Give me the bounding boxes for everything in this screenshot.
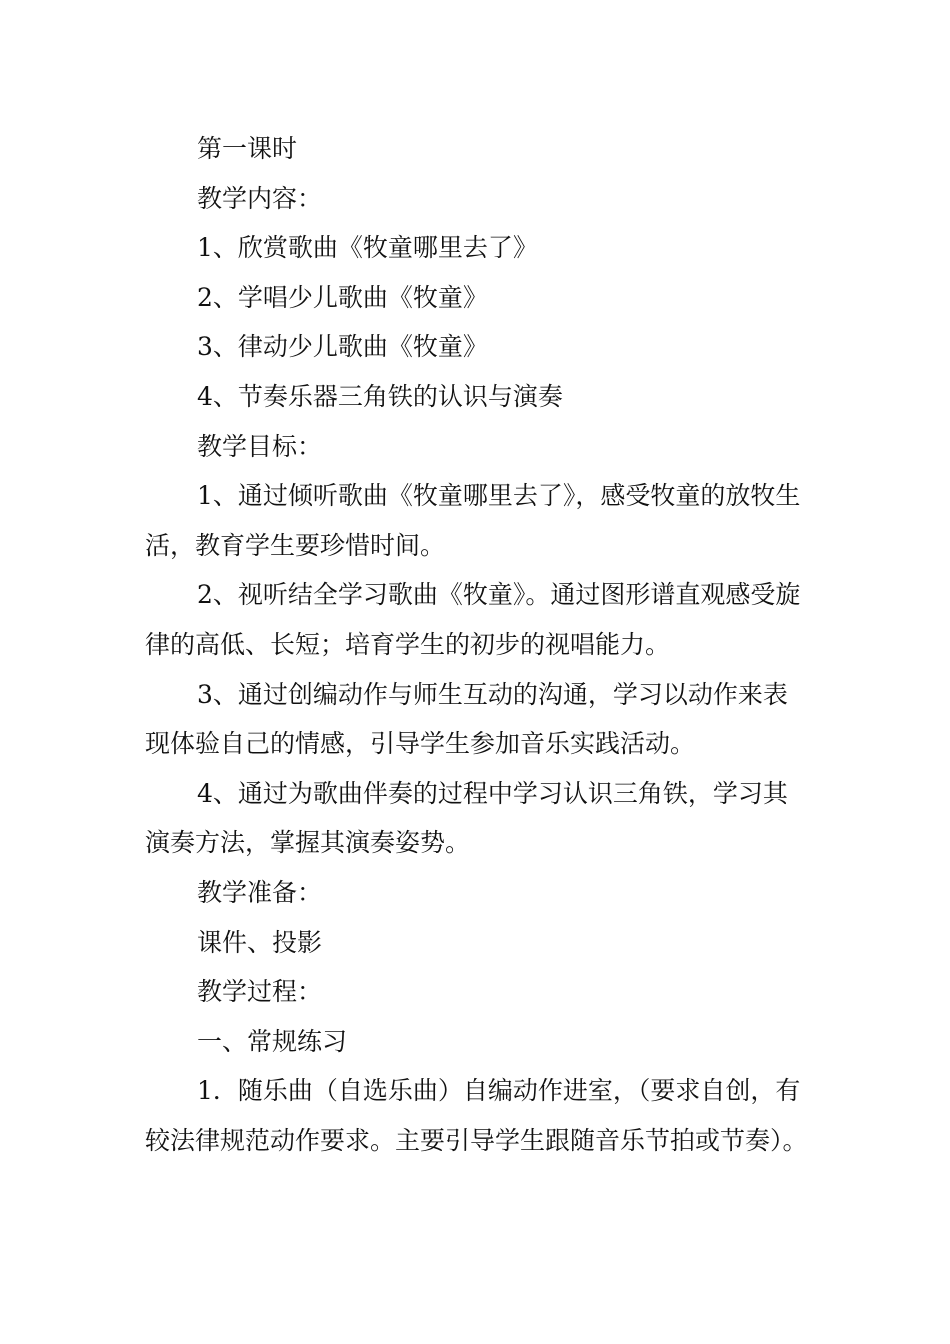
goal-item: 2、视听结全学习歌曲《牧童》。通过图形谱直观感受旋律的高低、长短；培育学生的初步的视唱能力。	[145, 580, 801, 659]
content-item: 4、节奏乐器三角铁的认识与演奏	[197, 381, 563, 411]
content-item: 1、欣赏歌曲《牧童哪里去了》	[197, 233, 538, 263]
preparation-text: 课件、投影	[197, 927, 323, 957]
content-item: 2、学唱少儿歌曲《牧童》	[197, 282, 488, 312]
process-item: 1．随乐曲（自选乐曲）自编动作进室，（要求自创，有较法律规范动作要求。主要引导学生跟随音乐节拍或节奏）。	[145, 1076, 808, 1155]
section-heading-process: 教学过程：	[197, 977, 323, 1007]
section-heading-content: 教学内容：	[197, 183, 323, 213]
section-heading-preparation: 教学准备：	[197, 877, 323, 907]
goal-item: 3、通过创编动作与师生互动的沟通，学习以动作来表现体验自己的情感，引导学生参加音乐实践活动。	[145, 679, 788, 759]
goal-item: 4、通过为歌曲伴奏的过程中学习认识三角铁，学习其演奏方法，掌握其演奏姿势。	[145, 778, 788, 858]
goal-item: 1、通过倾听歌曲《牧童哪里去了》，感受牧童的放牧生活，教育学生要珍惜时间。	[145, 481, 801, 560]
section-heading-goals: 教学目标：	[197, 431, 323, 461]
content-item: 3、律动少儿歌曲《牧童》	[197, 332, 488, 362]
process-subheading: 一、常规练习	[197, 1026, 348, 1056]
lesson-title: 第一课时	[197, 134, 298, 163]
document-body	[145, 124, 809, 1165]
